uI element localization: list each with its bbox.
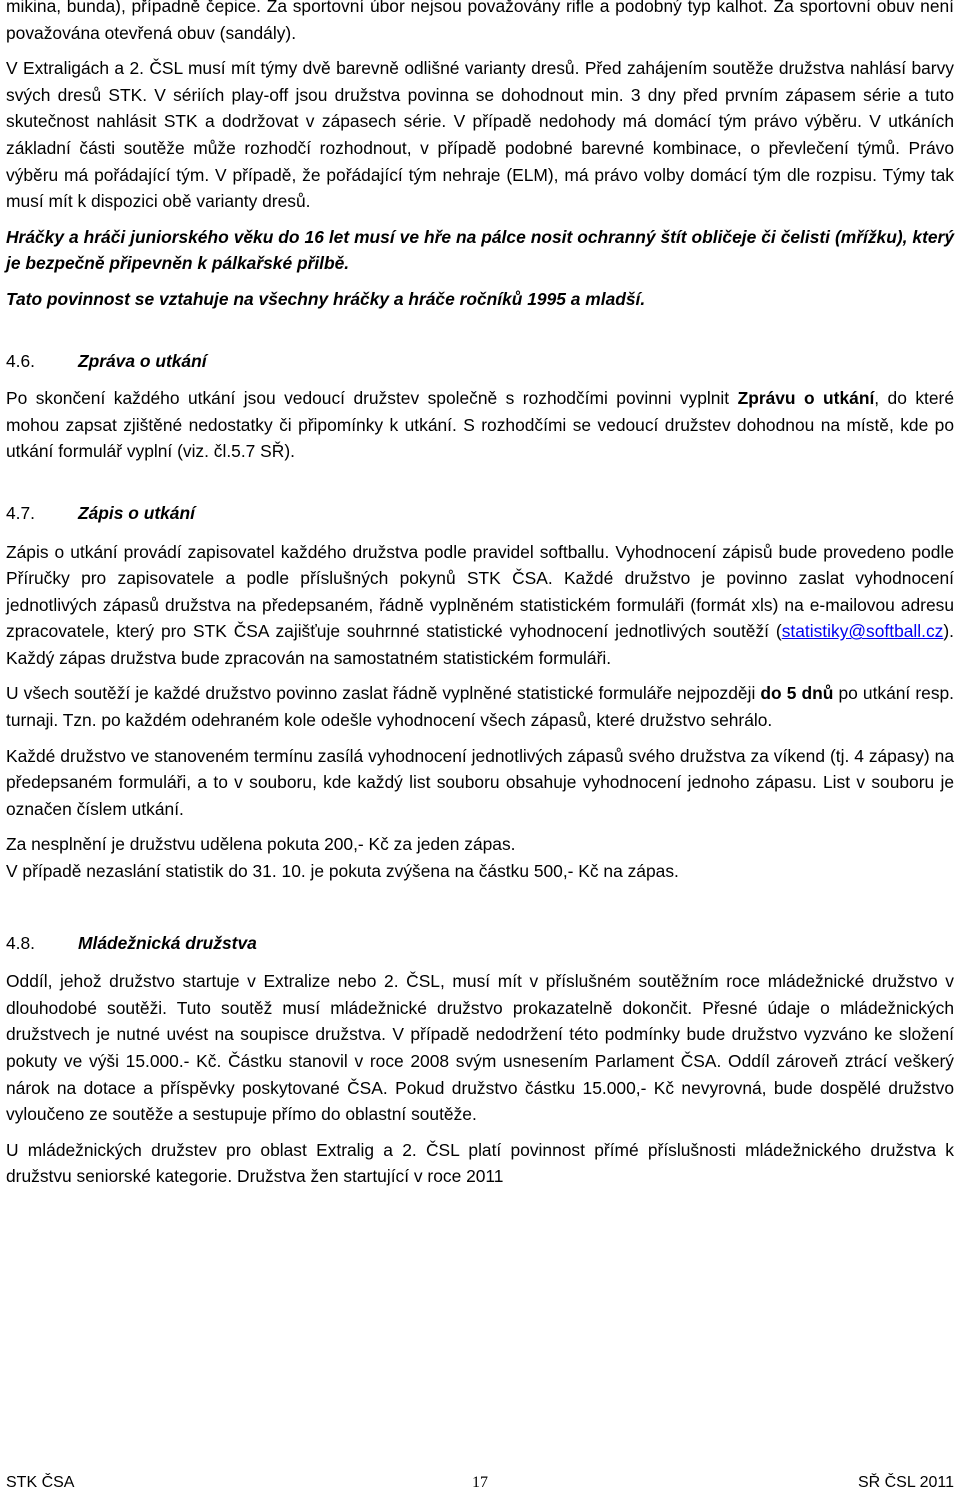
paragraph-mladez: Oddíl, jehož družstvo startuje v Extralize nebo 2. ČSL, musí mít v příslušném soutěžním roce mládežnické družstvo v dlouhodobé soutěži. Tuto soutěž musí mládežnické družstvo prokazatelně dokončit. Přesné údaje o mládežnických družstvech je nutné uvést na soupisce družstva. V případě nedodržení této podmínky bude družstvo vyzváno ke složení pokuty ve výši 15.000.- Kč. Částku stanovil v roce 2008 svým usnesením Parlament ČSA. Oddíl zároveň ztrácí veškerý nárok na dotace a příspěvky poskytované ČSA. Pokud družstvo částku 15.000,- Kč nevyrovná, bude dospělé družstvo vyloučeno ze soutěže a sestupuje přímo do oblastní soutěže. xyxy=(6,971,954,1125)
paragraph-mladez-prislusnost: U mládežnických družstev pro oblast Extralig a 2. ČSL platí povinnost přímé příslušnosti mládežnického družstva k družstvu seniorské kategorie. Družstva žen startující v roce 2011 xyxy=(6,1139,954,1187)
paragraph-vikend: Každé družstvo ve stanoveném termínu zasílá vyhodnocení jednotlivých zápasů svého družstva za víkend (tj. 4 zápasy) na předepsaném formuláři, a to v souboru, kde každý list souboru obsahuje vyhodnocení jednoho zápasu. List v souboru je označen číslem utkání. xyxy=(6,745,954,819)
section-title: Zpráva o utkání xyxy=(78,350,207,371)
paragraph-pokuta: Za nesplnění je družstvu udělena pokuta 200,- Kč za jeden zápas. V případě nezaslání statistik do 31. 10. je pokuta zvýšena na částku 500,- Kč na zápas. xyxy=(6,834,679,882)
page-footer xyxy=(6,1474,954,1496)
section-number: 4.7. xyxy=(6,502,36,523)
paragraph-zprava: Po skončení každého utkání jsou vedoucí družstev společně s rozhodčími povinni vyplnit Zprávu o utkání, do které mohou zapsat zjištěné nedostatky či připomínky k utkání. S rozhodčími se vedoucí družstev dohodnou na místě, kde po utkání formulář vyplní (viz. čl.5.7 SŘ). xyxy=(6,388,954,462)
document-page xyxy=(6,0,954,1190)
section-heading-4-7 xyxy=(6,500,954,527)
section-heading-4-8 xyxy=(6,930,954,957)
section-heading-4-6 xyxy=(6,348,954,375)
paragraph-termin: U všech soutěží je každé družstvo povinno zaslat řádně vyplněné statistické formuláře nejpozději do 5 dnů po utkání resp. turnaji. Tzn. po každém odehraném kole odešle vyhodnocení všech zápasů, které družstvo sehrálo. xyxy=(6,683,955,731)
footer-right: SŘ ČSL 2011 xyxy=(857,1474,954,1491)
paragraph-intro: mikina, bunda), případně čepice. Za sportovní úbor nejsou považovány rifle a podobný typ kalhot. Za sportovní obuv není považována otevřená obuv (sandály). xyxy=(6,0,954,43)
bold-zprava-o-utkani: Zprávu o utkání xyxy=(737,388,875,409)
section-number: 4.6. xyxy=(6,350,36,371)
section-number: 4.8. xyxy=(6,932,36,953)
paragraph-dresy: V Extraligách a 2. ČSL musí mít týmy dvě barevně odlišné varianty dresů. Před zahájením soutěže družstva nahlásí barvy svých dresů STK. V sériích play-off jsou družstva povinna se dohodnout min. 3 dny před prvním zápasem série a tuto skutečnost nahlásit STK a dodržovat v zápasech série. V případě nedohody má domácí tým právo výběru. V utkáních základní části soutěže může rozhodčí rozhodnout, v případě podobné barevné kombinace, o převlečení týmů. Právo výběru má pořádající tým. V případě, že pořádající tým nehraje (ELM), má právo volby domácí tým dle rozpisu. Týmy tak musí mít k dispozici obě varianty dresů. xyxy=(6,58,954,212)
footer-left: STK ČSA xyxy=(6,1474,75,1491)
page-number: 17 xyxy=(472,1474,488,1491)
paragraph-povinnost: Tato povinnost se vztahuje na všechny hráčky a hráče ročníků 1995 a mladší. xyxy=(6,288,646,309)
section-title: Mládežnická družstva xyxy=(78,932,257,953)
section-title: Zápis o utkání xyxy=(78,502,195,523)
paragraph-zapis: Zápis o utkání provádí zapisovatel každého družstva podle pravidel softballu. Vyhodnocení zápisů bude provedeno podle Příručky pro zapisovatele a podle příslušných pokynů STK ČSA. Každé družstvo je povinno zaslat vyhodnocení jednotlivých zápasů družstva na předepsaném, řádně vyplněném statistickém formuláři (formát xls) na e-mailovou adresu zpracovatele, který pro STK ČSA zajišťuje souhrnné statistické vyhodnocení jednotlivých soutěží (statistiky@softball.cz). Každý zápas družstva bude zpracován na samostatném statistickém formuláři. xyxy=(6,541,954,668)
email-link[interactable]: statistiky@softball.cz xyxy=(781,621,944,642)
paragraph-helma: Hráčky a hráči juniorského věku do 16 let musí ve hře na pálce nosit ochranný štít obličeje či čelisti (mřížku), který je bezpečně připevněn k pálkařské přilbě. xyxy=(6,226,954,274)
bold-deadline: do 5 dnů xyxy=(760,683,834,704)
